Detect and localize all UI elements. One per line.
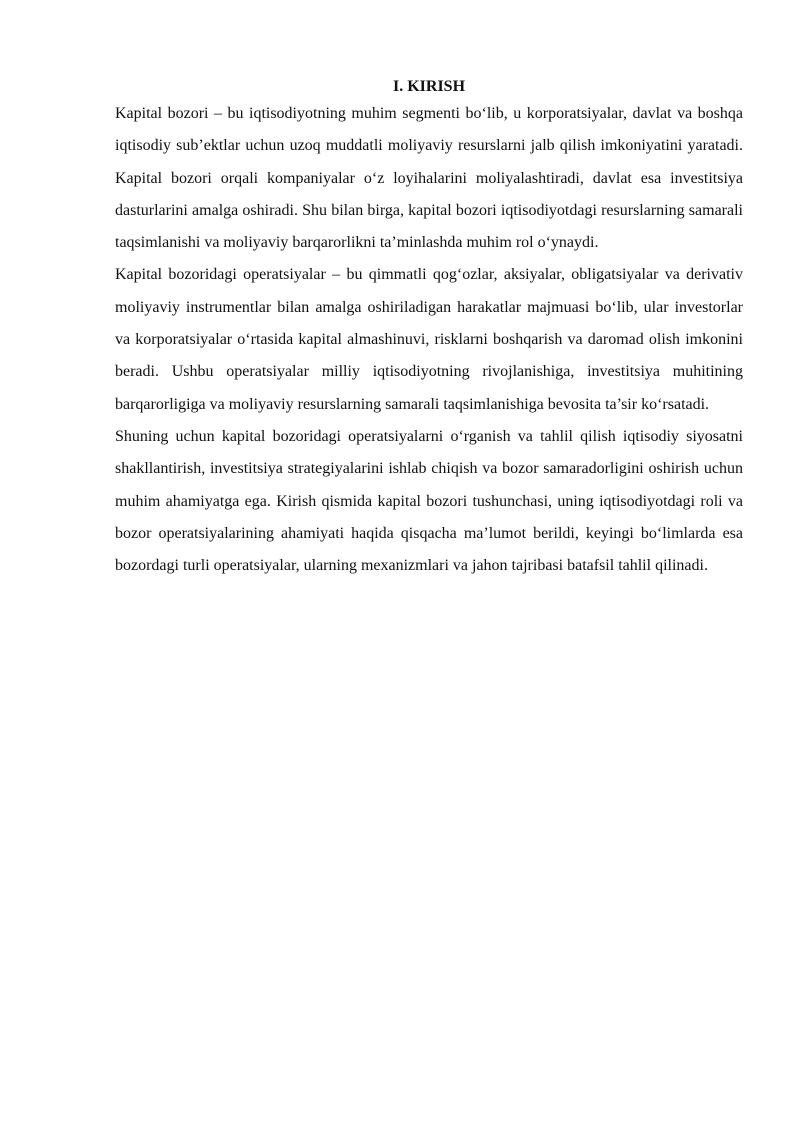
section-heading: I. KIRISH [392,78,466,95]
document-body [115,76,743,582]
paragraph-3: Shuning uchun kapital bozoridagi operatsiyalarni o‘rganish va tahlil qilish iqtisodiy siyosatni shakllantirish, investitsiya strategiyalarini ishlab chiqish va bozor samaradorligini oshirish uchun muhim ahamiyatga ega. Kirish qismida kapital bozori tushunchasi, uning iqtisodiyotdagi roli va bozor operatsiyalarining ahamiyati haqida qisqacha ma’lumot berildi, keyingi bo‘limlarda esa bozordagi turli operatsiyalar, ularning mexanizmlari va jahon tajribasi batafsil tahlil qilinadi. [115,427,743,575]
paragraph-2: Kapital bozoridagi operatsiyalar – bu qimmatli qog‘ozlar, aksiyalar, obligatsiyalar va derivativ moliyaviy instrumentlar bilan amalga oshiriladigan harakatlar majmuasi bo‘lib, ular investorlar va korporatsiyalar o‘rtasida kapital almashinuvi, risklarni boshqarish va daromad olish imkonini beradi. Ushbu operatsiyalar milliy iqtisodiyotning rivojlanishiga, investitsiya muhitining barqarorligiga va moliyaviy resurslarning samarali taqsimlanishiga bevosita ta’sir ko‘rsatadi. [115,266,743,413]
paragraph-1: Kapital bozori – bu iqtisodiyotning muhim segmenti bo‘lib, u korporatsiyalar, davlat va boshqa iqtisodiy sub’ektlar uchun uzoq muddatli moliyaviy resurslarni jalb qilish imkoniyatini yaratadi. Kapital bozori orqali kompaniyalar o‘z loyihalarini moliyalashtiradi, davlat esa investitsiya dasturlarini amalga oshiradi. Shu bilan birga, kapital bozori iqtisodiyotdagi resurslarning samarali taqsimlanishi va moliyaviy barqarorlikni ta’minlashda muhim rol o‘ynaydi. [115,105,743,252]
